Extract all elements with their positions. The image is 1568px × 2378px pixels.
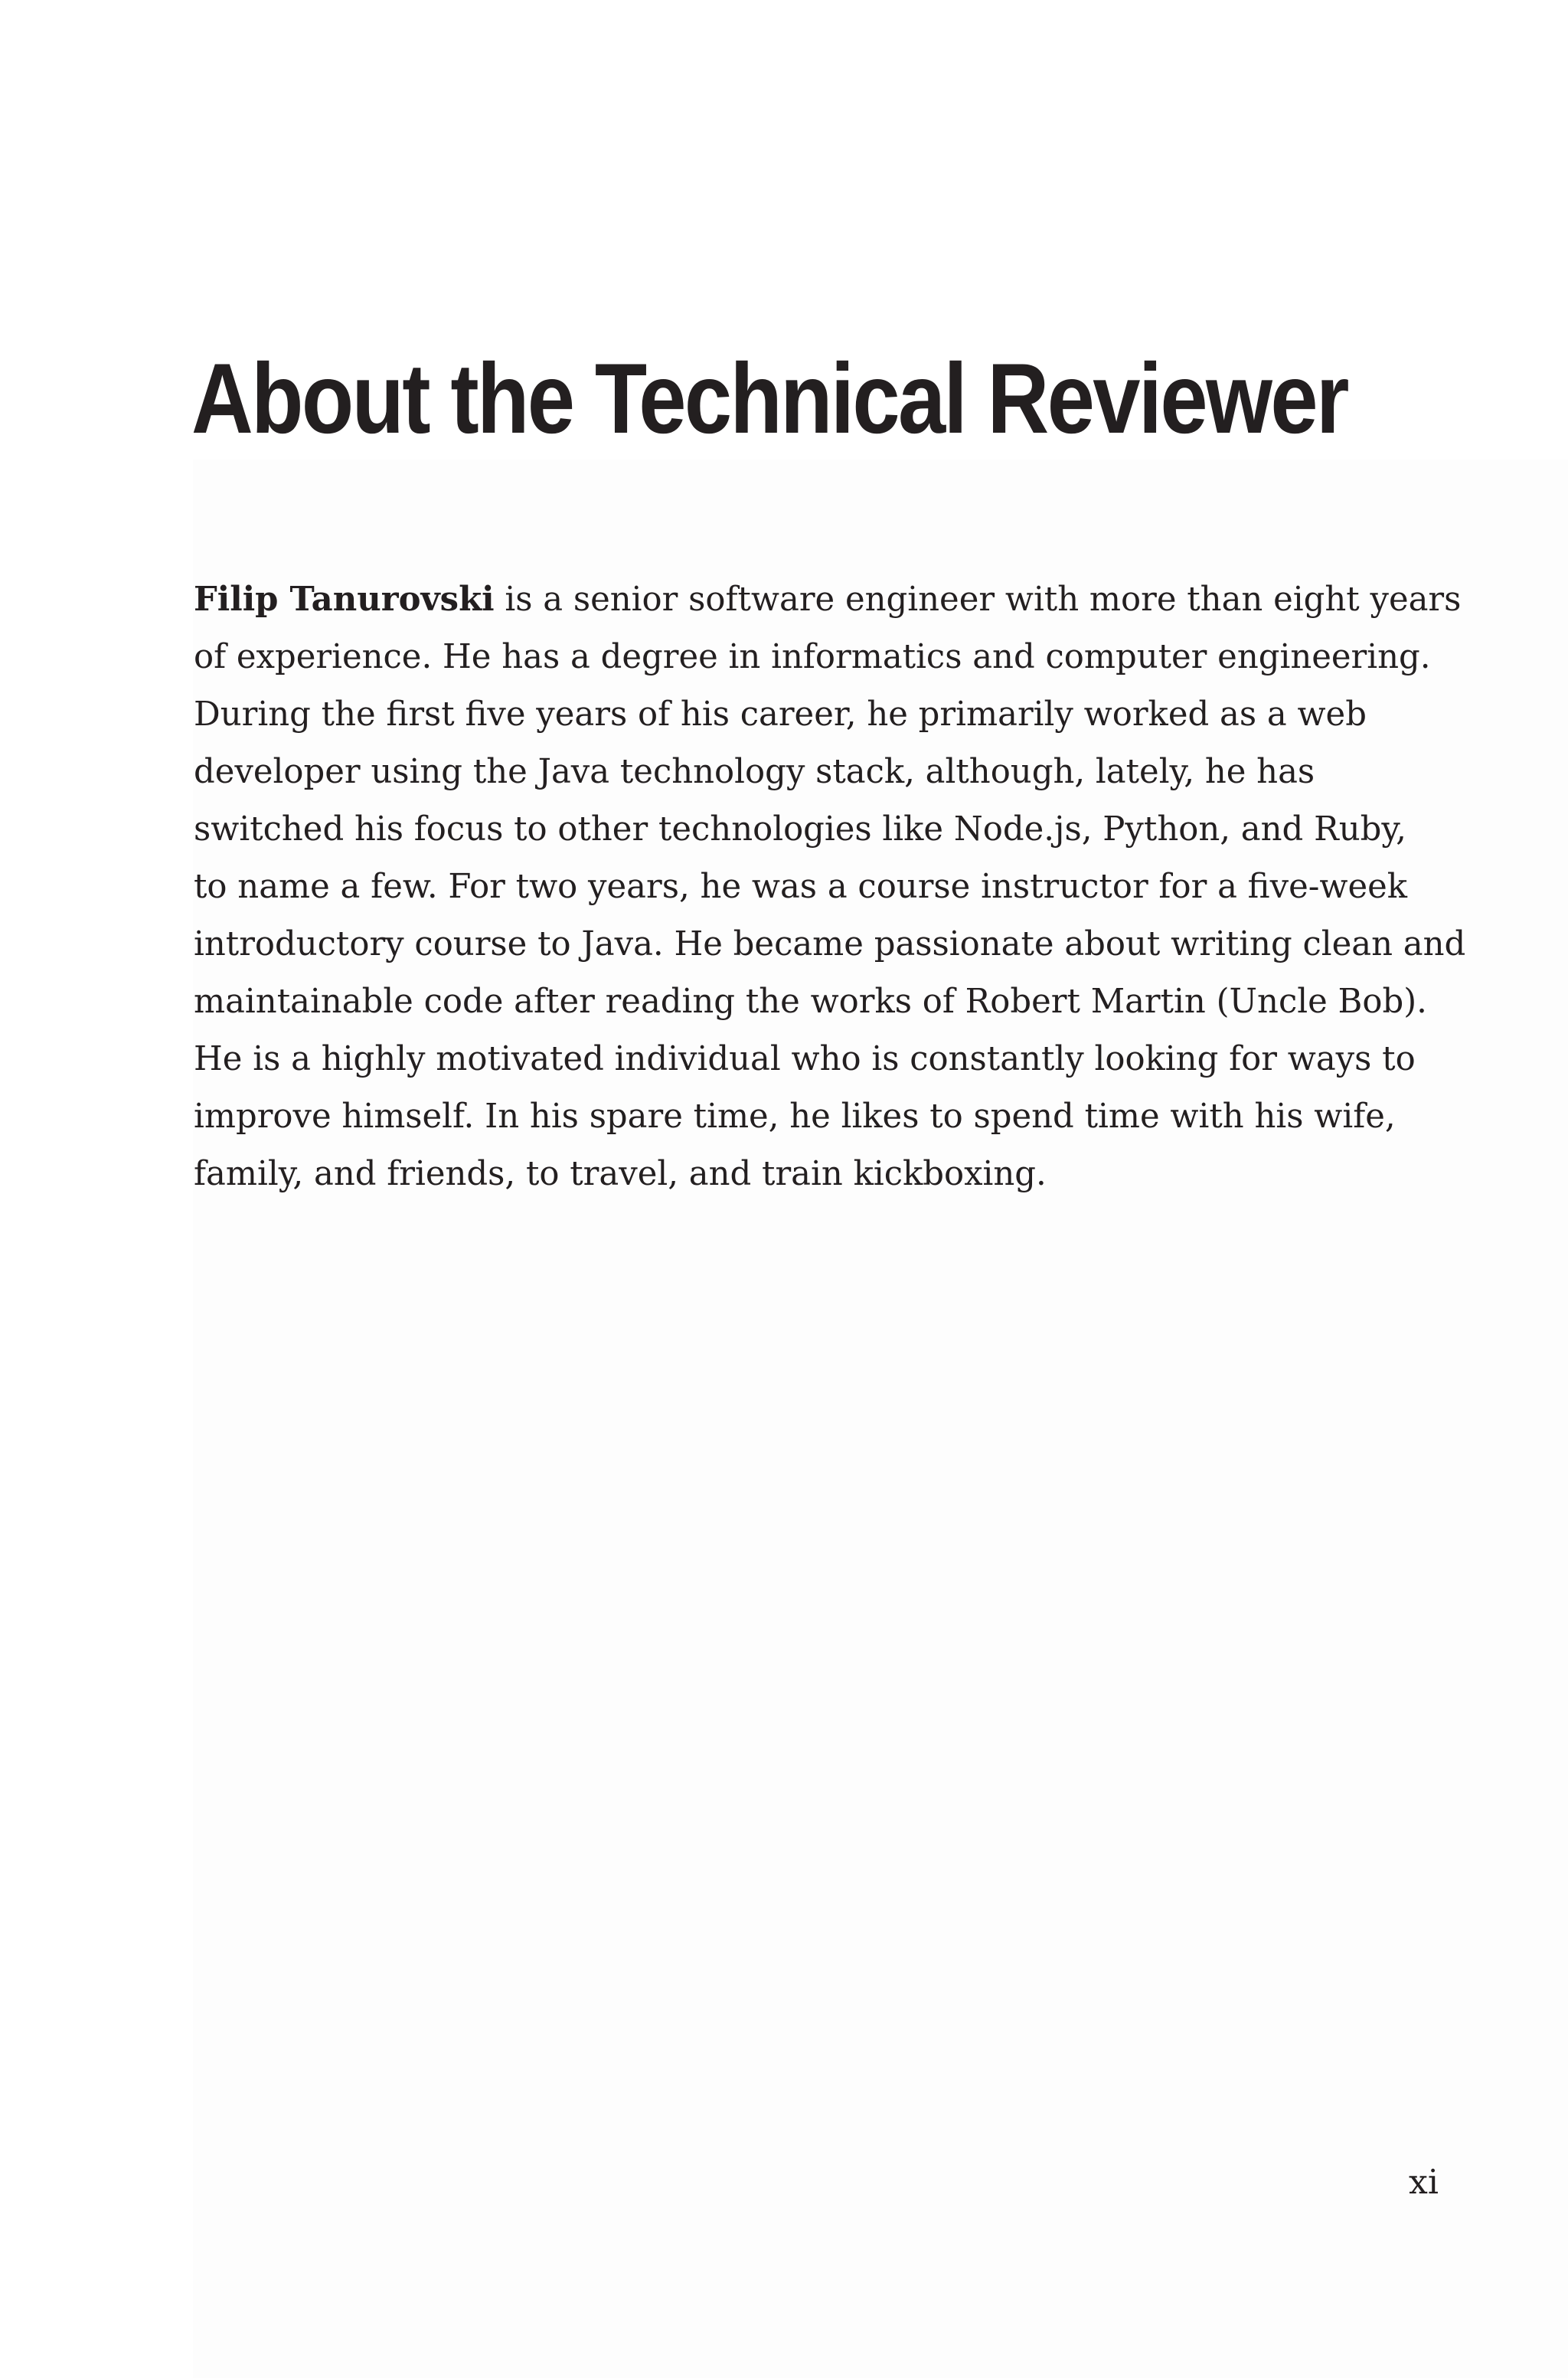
bio-line: maintainable code after reading the works of Robert Martin (Uncle Bob).: [194, 982, 1427, 1021]
bio-line: improve himself. In his spare time, he likes to spend time with his wife,: [194, 1097, 1396, 1136]
bio-line-text: is a senior software engineer with more than eight years: [494, 580, 1462, 619]
bio-line: family, and friends, to travel, and train kickboxing.: [194, 1154, 1047, 1193]
reviewer-name: Filip Tanurovski: [194, 580, 495, 619]
page-number: xi: [1409, 2163, 1439, 2202]
bio-line: introductory course to Java. He became passionate about writing clean and: [194, 924, 1466, 963]
bio-line: of experience. He has a degree in informatics and computer engineering.: [194, 637, 1431, 676]
bio-line: to name a few. For two years, he was a course instructor for a five-week: [194, 867, 1408, 906]
bio-line: switched his focus to other technologies like Node.js, Python, and Ruby,: [194, 810, 1406, 849]
bio-line: developer using the Java technology stack, although, lately, he has: [194, 752, 1315, 791]
bio-line: [194, 571, 1462, 628]
bio-line: He is a highly motivated individual who is constantly looking for ways to: [194, 1039, 1416, 1078]
chapter-title: About the Technical Reviewer: [191, 342, 1348, 454]
bio-line: During the first five years of his career, he primarily worked as a web: [194, 695, 1367, 734]
bio-paragraph: [194, 571, 1466, 1202]
